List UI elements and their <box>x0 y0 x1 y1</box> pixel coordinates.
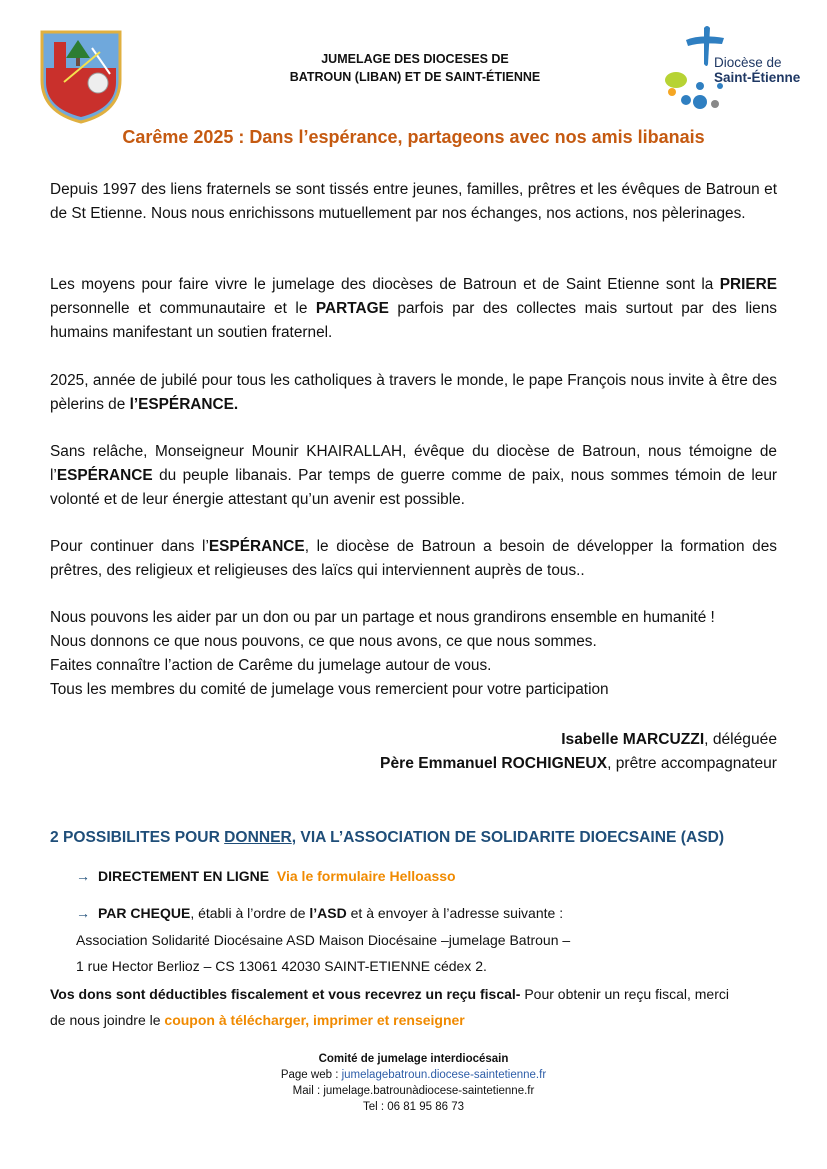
footer-web <box>0 1067 827 1083</box>
paragraph-history <box>50 178 777 226</box>
p3-esperance: l’ESPÉRANCE. <box>129 396 239 413</box>
right-arrow-icon: → <box>76 868 90 884</box>
saint-etienne-diocese-logo <box>660 22 805 114</box>
fiscal-bold: Vos dons sont déductibles fiscalement et vous recevrez un reçu fiscal- <box>50 986 521 1002</box>
fiscal-text-a: Pour obtenir un reçu fiscal, merci <box>520 986 729 1002</box>
signature-2-role: , prêtre accompagnateur <box>607 755 777 772</box>
address-line-1: Association Solidarité Diocésaine ASD Maison Diocésaine –jumelage Batroun – <box>76 932 571 948</box>
logo-right-line2: Saint-Étienne <box>714 70 801 85</box>
cheque-text-a: , établi à l’ordre de <box>190 905 310 921</box>
p5-text-a: Pour continuer dans l’ <box>50 538 209 555</box>
footer-tel: Tel : 06 81 95 86 73 <box>362 1101 465 1113</box>
fiscal-text-b: de nous joindre le <box>50 1012 165 1028</box>
thanks-line-3: Faites connaître l’action de Carême du jumelage autour de vous. <box>50 657 492 674</box>
donate-online-label: DIRECTEMENT EN LIGNE <box>98 868 270 884</box>
p2-priere: PRIERE <box>719 276 777 293</box>
logo-right-line1: Diocèse de <box>714 55 782 70</box>
p5-esperance: ESPÉRANCE <box>208 538 305 555</box>
cheque-text-c: et à envoyer à l’adresse suivante : <box>346 905 564 921</box>
donate-heading-donner: DONNER <box>224 829 292 846</box>
p2-text-c: personnelle et communautaire et le <box>50 300 316 317</box>
signature-2 <box>50 752 777 776</box>
header-line-2: BATROUN (LIBAN) ET DE SAINT-ÉTIENNE <box>289 70 541 84</box>
p4-text-c: du peuple libanais. Par temps de guerre comme de paix, nous sommes témoin de leur volonté et de leur énergie attestant qu’un avenir est possible. <box>50 467 777 508</box>
footer-web-label: Page web : <box>280 1069 342 1081</box>
p3-text-a: 2025, année de jubilé pour tous les catholiques à travers le monde, le pape François nous invite à être des pèlerins de <box>50 372 777 413</box>
p4-esperance: ESPÉRANCE <box>56 467 153 484</box>
donate-heading-a: 2 POSSIBILITES POUR <box>50 829 225 846</box>
footer <box>0 1051 827 1115</box>
thanks-line-4: Tous les membres du comité de jumelage vous remercient pour votre participation <box>50 681 609 698</box>
paragraph-history-text: Depuis 1997 des liens fraternels se sont tissés entre jeunes, familles, prêtres et les évêques de Batroun et de St Etienne. Nous nous enrichissons mutuellement par nos échanges, nos actions, nos pèlerinages. <box>50 181 777 222</box>
paragraph-bishop <box>50 440 777 512</box>
p5-text-c: , le diocèse de Batroun a besoin de développer la formation des prêtres, des religieux et religieuses des laïcs qui interviennent auprès de tous.. <box>50 538 777 579</box>
fiscal-line-2 <box>50 1012 465 1028</box>
header-line-1: JUMELAGE DES DIOCESES DE <box>321 52 509 66</box>
coupon-link[interactable]: coupon à télécharger, imprimer et renseigner <box>164 1012 465 1028</box>
footer-org: Comité de jumelage interdiocésain <box>318 1053 509 1065</box>
thanks-line-1: Nous pouvons les aider par un don ou par un partage et nous grandirons ensemble en humanité ! <box>50 609 715 626</box>
paragraph-jubilee <box>50 369 777 417</box>
signature-2-name: Père Emmanuel ROCHIGNEUX <box>380 755 608 772</box>
fiscal-line-1 <box>50 986 777 1002</box>
p4-text-a: Sans relâche, Monseigneur Mounir KHAIRALLAH, évêque du diocèse de Batroun, nous témoigne de l’ <box>50 443 777 484</box>
paragraph-thanks <box>50 606 777 702</box>
p2-text-a: Les moyens pour faire vivre le jumelage des diocèses de Batroun et de Saint Etienne sont la <box>50 276 720 293</box>
signature-block <box>50 728 777 776</box>
header-title <box>230 50 600 86</box>
donate-heading <box>50 829 724 847</box>
donate-online-row <box>76 868 456 884</box>
donate-cheque-label: PAR CHEQUE <box>98 905 191 921</box>
address-line-2: 1 rue Hector Berlioz – CS 13061 42030 SAINT-ETIENNE cédex 2. <box>76 958 487 974</box>
signature-1 <box>50 728 777 752</box>
page-title: Carême 2025 : Dans l’espérance, partageons avec nos amis libanais <box>122 127 705 147</box>
p2-partage: PARTAGE <box>315 300 389 317</box>
batroun-crest-logo <box>38 28 124 124</box>
footer-web-link[interactable]: jumelagebatroun.diocese-saintetienne.fr <box>341 1069 547 1081</box>
helloasso-link[interactable]: Via le formulaire Helloasso <box>276 868 456 884</box>
right-arrow-icon: → <box>76 905 90 921</box>
p2-text-e: parfois par des collectes mais surtout par des liens humains manifestant un soutien fraternel. <box>50 300 777 341</box>
signature-1-role: , déléguée <box>704 731 777 748</box>
signature-1-name: Isabelle MARCUZZI <box>561 731 705 748</box>
paragraph-formation <box>50 535 777 583</box>
donate-heading-c: , VIA L’ASSOCIATION DE SOLIDARITE DIOECSAINE (ASD) <box>291 829 725 846</box>
thanks-line-2: Nous donnons ce que nous pouvons, ce que nous avons, ce que nous sommes. <box>50 633 597 650</box>
footer-mail: Mail : jumelage.batrounàdiocese-saintetienne.fr <box>292 1085 535 1097</box>
donate-cheque-row <box>76 905 563 921</box>
paragraph-means <box>50 273 777 345</box>
cheque-asd: l’ASD <box>309 905 347 921</box>
